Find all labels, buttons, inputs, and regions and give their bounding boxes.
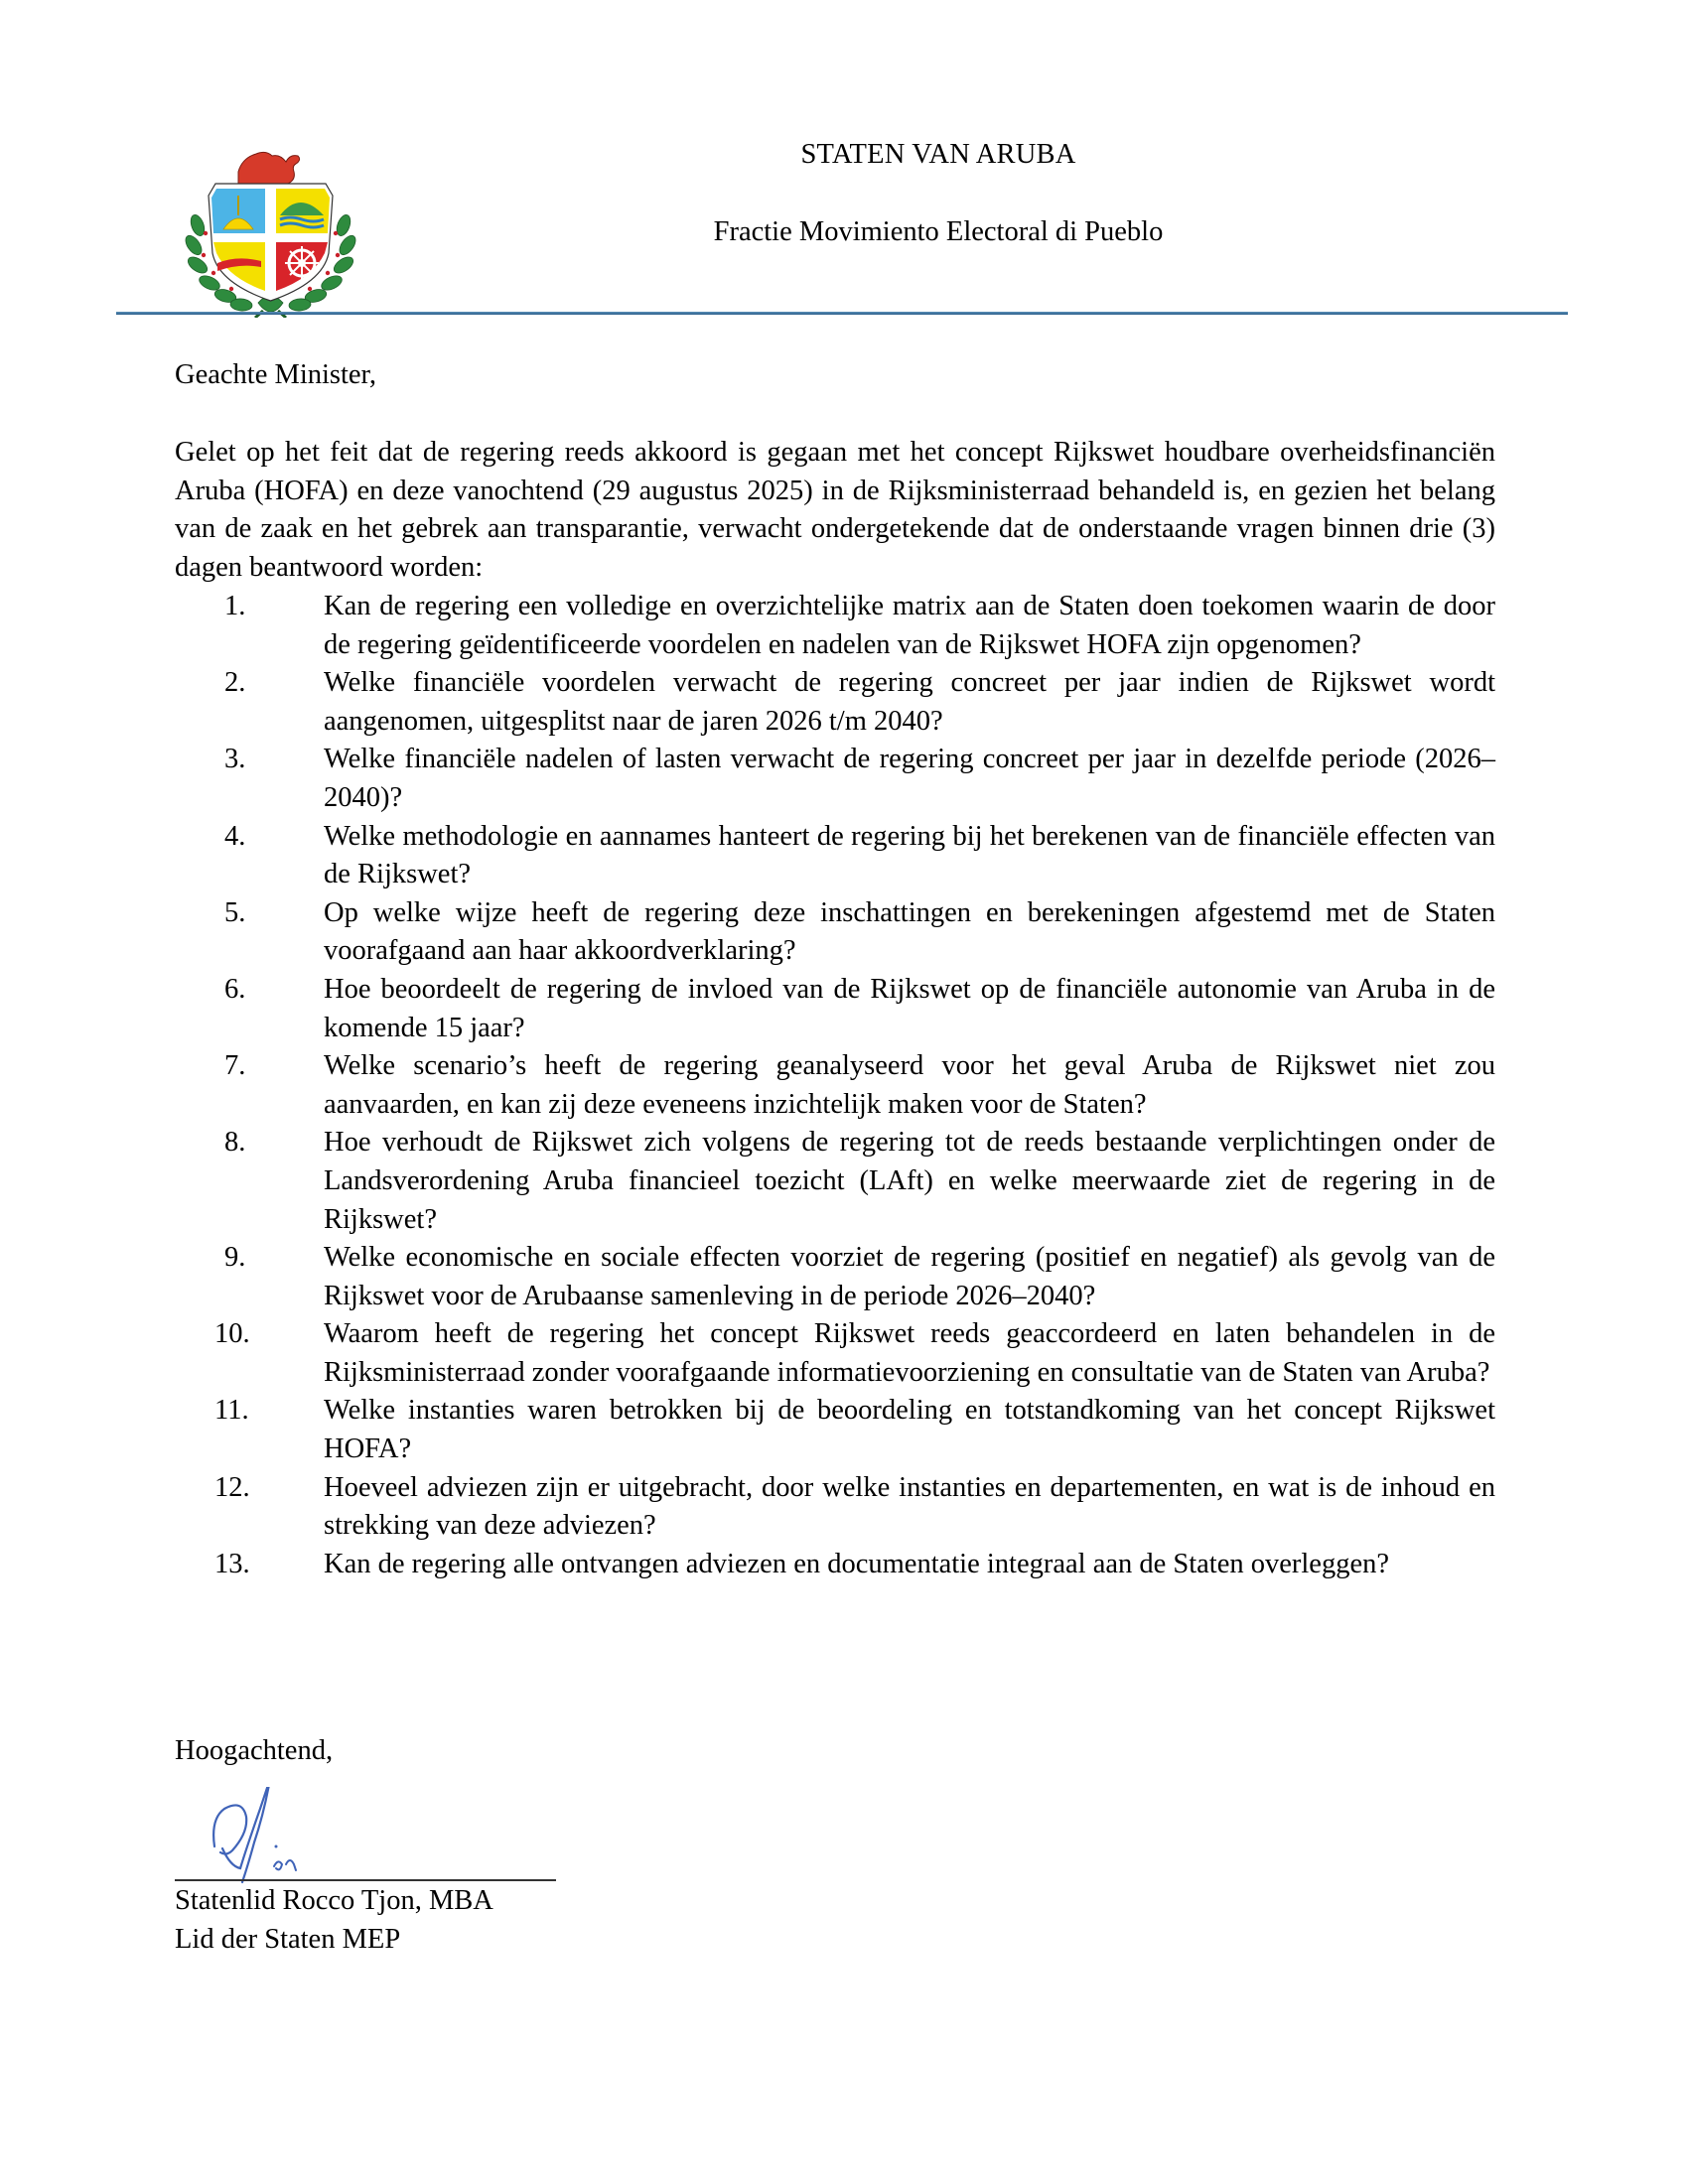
header-subtitle: Fractie Movimiento Electoral di Pueblo bbox=[713, 216, 1164, 247]
question-item bbox=[175, 1239, 1495, 1315]
header-divider bbox=[116, 312, 1568, 315]
question-number: 13. bbox=[214, 1548, 250, 1579]
question-number: 3. bbox=[224, 744, 246, 775]
closing: Hoogachtend, bbox=[175, 1735, 334, 1766]
question-text: Kan de regering een volledige en overzichtelijke matrix aan de Staten doen toekomen waarin de door de regering geïdentificeerde voordelen en nadelen van de Rijkswet HOFA zijn opgenomen? bbox=[324, 591, 1495, 660]
question-number: 6. bbox=[224, 973, 246, 1005]
question-text: Hoe beoordeelt de regering de invloed van de Rijkswet op de financiële autonomie van Aruba in de komende 15 jaar? bbox=[324, 973, 1495, 1043]
question-item bbox=[175, 1315, 1495, 1392]
question-item bbox=[175, 1047, 1495, 1124]
question-text: Hoe verhoudt de Rijkswet zich volgens de regering tot de reeds bestaande verplichtingen onder de Landsverordening Aruba financieel toezicht (LAft) en welke meerwaarde ziet de regering in de Rijkswet? bbox=[324, 1127, 1495, 1235]
questions-list bbox=[175, 588, 1495, 1583]
question-item bbox=[175, 741, 1495, 817]
question-text: Welke economische en sociale effecten voorziet de regering (positief en negatief) als gevolg van de Rijkswet voor de Arubaanse samenleving in de periode 2026–2040? bbox=[324, 1242, 1495, 1311]
question-item bbox=[175, 664, 1495, 741]
question-text: Op welke wijze heeft de regering deze inschattingen en berekeningen afgestemd met de Staten voorafgaand aan haar akkoordverklaring? bbox=[324, 896, 1495, 967]
question-item bbox=[175, 1546, 1495, 1584]
question-text: Kan de regering alle ontvangen adviezen en documentatie integraal aan de Staten overleggen? bbox=[324, 1548, 1390, 1579]
question-number: 4. bbox=[224, 820, 246, 852]
question-number: 5. bbox=[224, 896, 246, 928]
question-number: 7. bbox=[224, 1050, 246, 1082]
question-item bbox=[175, 588, 1495, 664]
signatory-role: Lid der Staten MEP bbox=[175, 1924, 401, 1955]
question-text: Welke methodologie en aannames hanteert de regering bij het berekenen van de financiële effecten van de Rijkswet? bbox=[324, 820, 1495, 890]
question-number: 2. bbox=[224, 667, 246, 699]
question-item bbox=[175, 894, 1495, 971]
question-item bbox=[175, 818, 1495, 894]
intro-paragraph: Gelet op het feit dat de regering reeds akkoord is gegaan met het concept Rijkswet houdbare overheidsfinanciën Aruba (HOFA) en deze vanochtend (29 augustus 2025) in de Rijksministerraad behandeld is, en gezien het belang van de zaak en het gebrek aan transparantie, verwacht ondergetekende dat de onderstaande vragen binnen drie (3) dagen beantwoord worden: bbox=[175, 437, 1495, 583]
question-text: Waarom heeft de regering het concept Rijkswet reeds geaccordeerd en laten behandelen in de Rijksministerraad zonder voorafgaande informatievoorziening en consultatie van de Staten van Aruba? bbox=[324, 1318, 1495, 1388]
header-title: STATEN VAN ARUBA bbox=[800, 139, 1076, 170]
question-text: Welke scenario’s heeft de regering geanalyseerd voor het geval Aruba de Rijkswet niet zou aanvaarden, en kan zij deze eveneens inzichtelijk maken voor de Staten? bbox=[324, 1050, 1495, 1120]
question-item bbox=[175, 971, 1495, 1047]
question-text: Hoeveel adviezen zijn er uitgebracht, door welke instanties en departementen, en wat is de inhoud en strekking van deze adviezen? bbox=[324, 1471, 1495, 1542]
question-number: 11. bbox=[214, 1395, 249, 1427]
question-number: 9. bbox=[224, 1242, 246, 1274]
question-text: Welke instanties waren betrokken bij de beoordeling en totstandkoming van het concept Rijkswet HOFA? bbox=[324, 1395, 1495, 1465]
question-item bbox=[175, 1469, 1495, 1546]
question-text: Welke financiële voordelen verwacht de regering concreet per jaar indien de Rijkswet wordt aangenomen, uitgesplitst naar de jaren 2026 t/m 2040? bbox=[324, 667, 1495, 737]
question-number: 10. bbox=[214, 1318, 250, 1350]
question-text: Welke financiële nadelen of lasten verwacht de regering concreet per jaar in dezelfde periode (2026–2040)? bbox=[324, 744, 1495, 813]
question-number: 12. bbox=[214, 1471, 250, 1503]
question-item bbox=[175, 1124, 1495, 1239]
signatory-name: Statenlid Rocco Tjon, MBA bbox=[175, 1885, 493, 1916]
signature-line bbox=[175, 1879, 556, 1881]
question-item bbox=[175, 1392, 1495, 1468]
question-number: 8. bbox=[224, 1127, 246, 1159]
salutation: Geachte Minister, bbox=[175, 359, 377, 390]
question-number: 1. bbox=[224, 591, 246, 621]
